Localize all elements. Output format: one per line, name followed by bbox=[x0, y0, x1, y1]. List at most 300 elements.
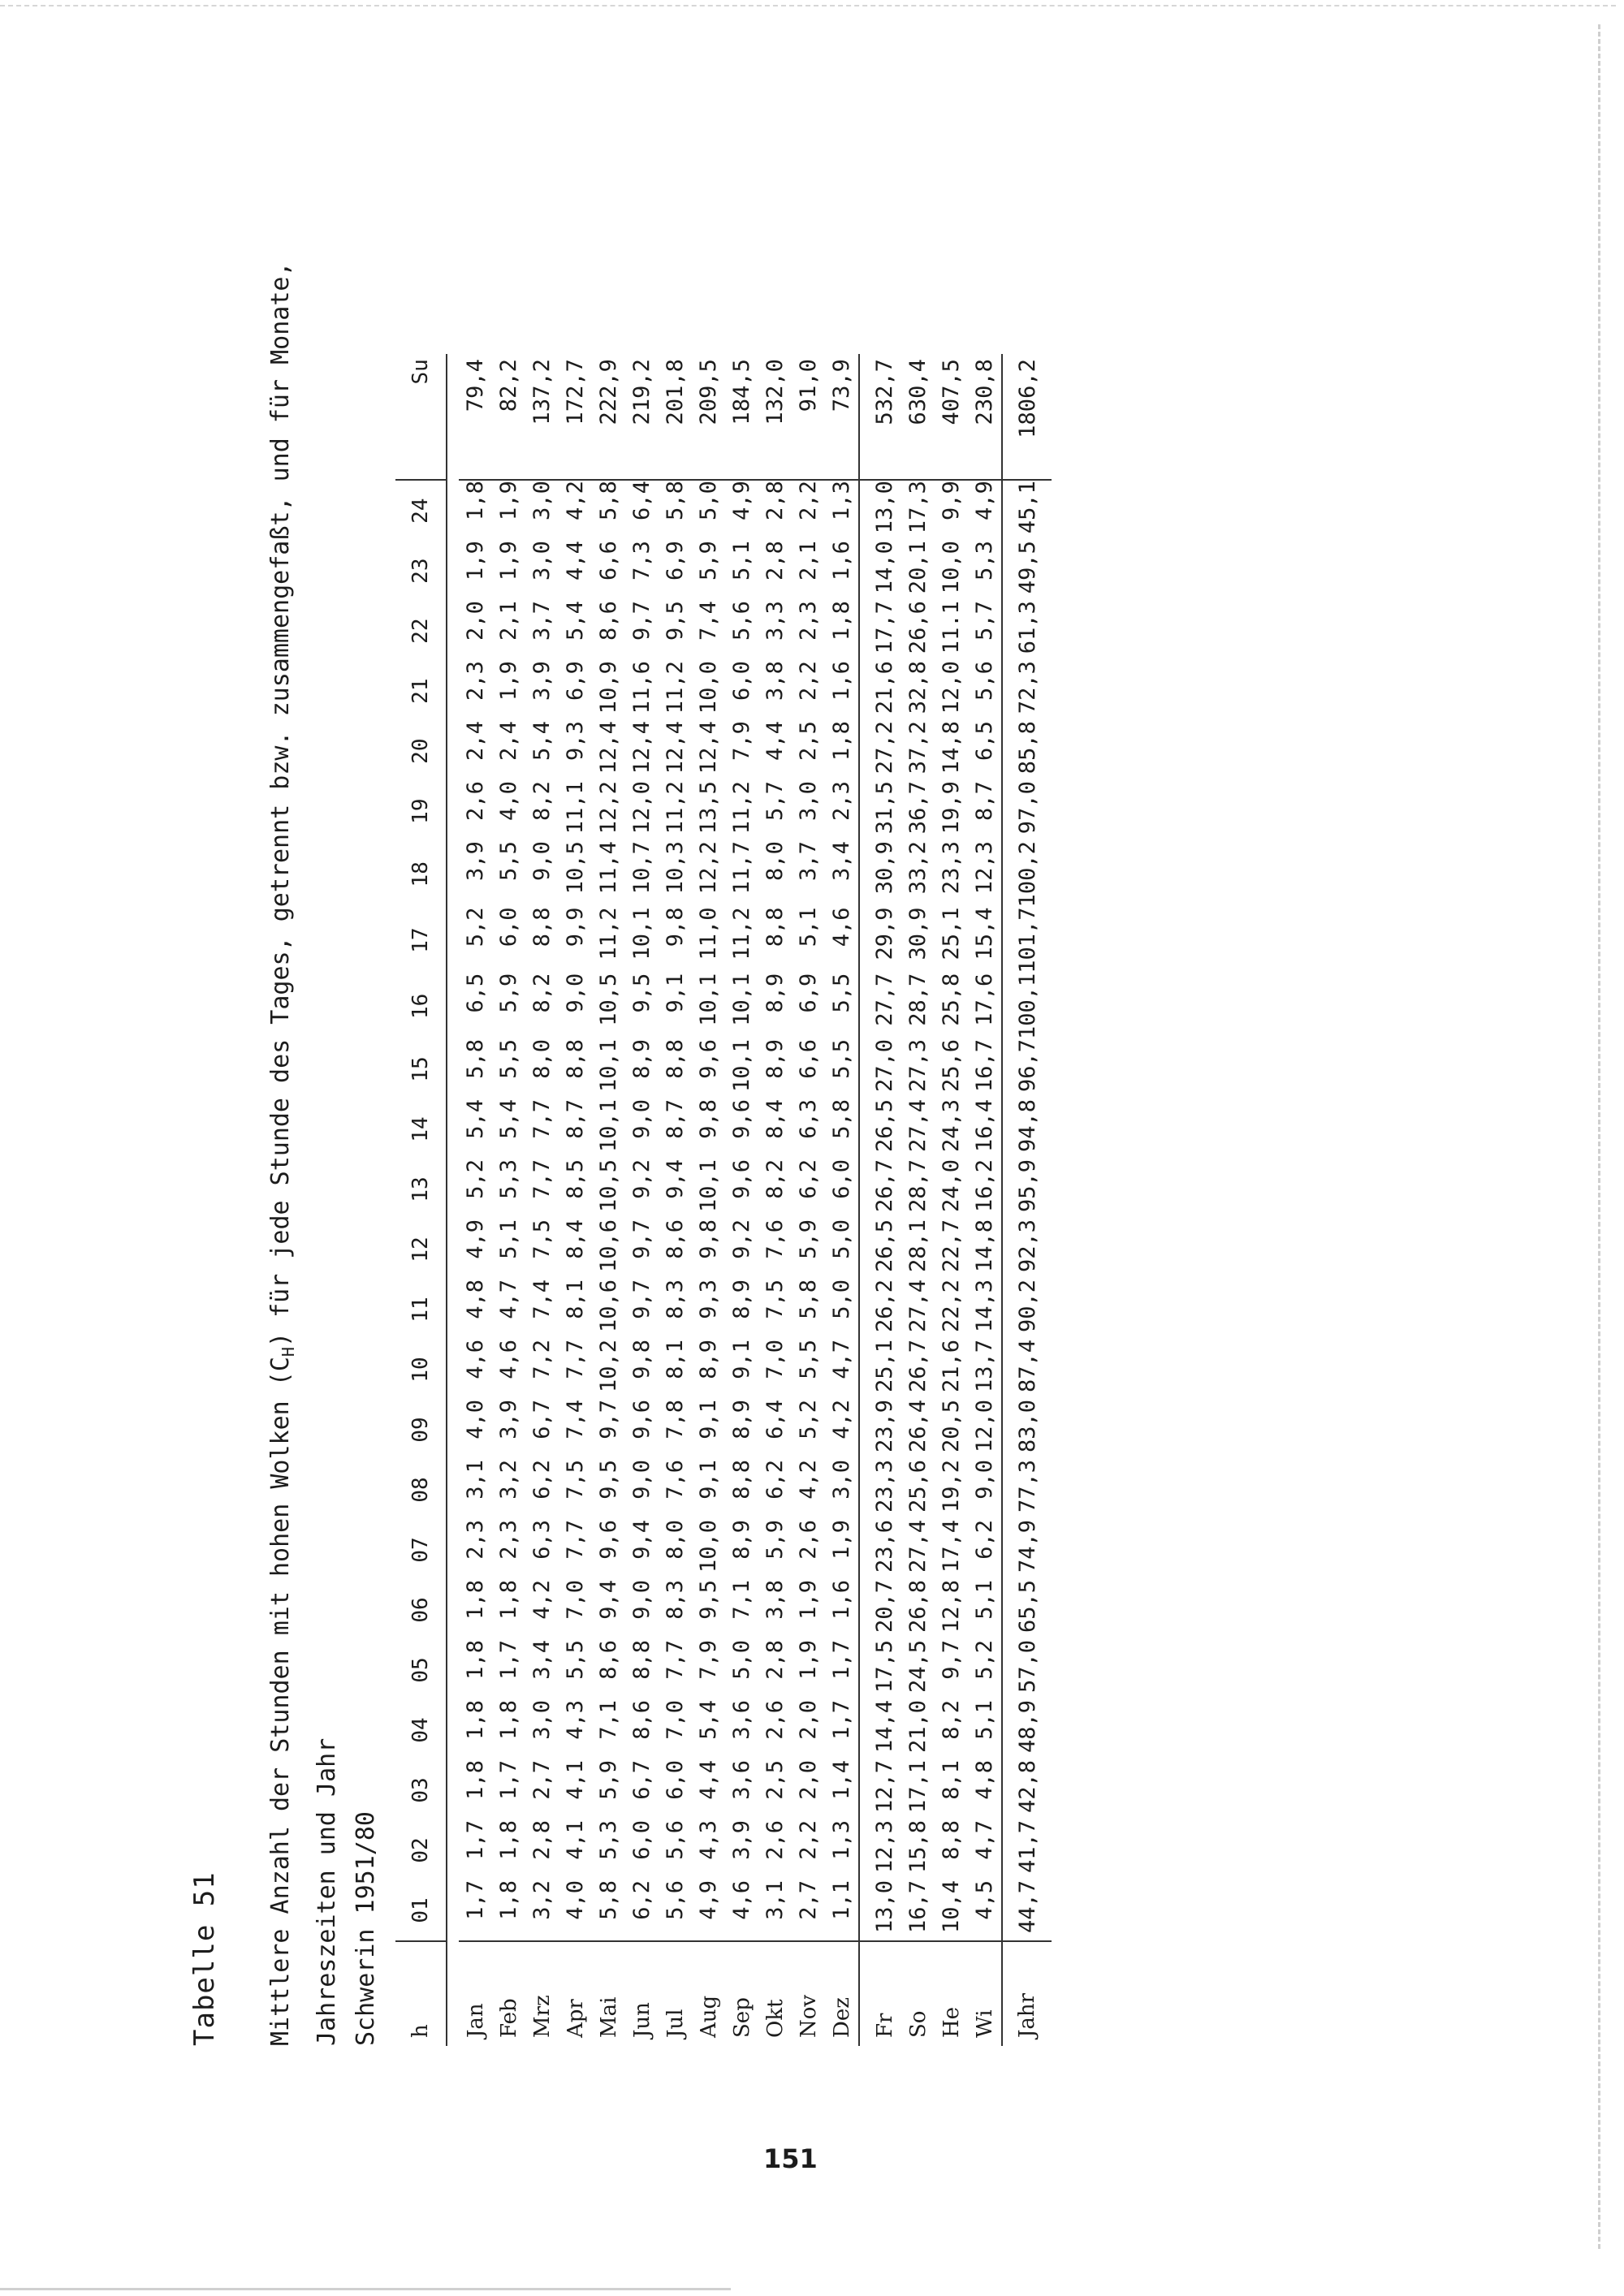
table-cell: 9,4 bbox=[629, 1520, 654, 1560]
table-cell: 5,3 bbox=[496, 1159, 521, 1199]
table-cell: 1,4 bbox=[829, 1760, 854, 1800]
scan-edge-top bbox=[0, 5, 1616, 6]
table-cell: 9,1 bbox=[729, 1340, 754, 1379]
table-cell: 2,7 bbox=[796, 1880, 821, 1920]
table-cell: 9,4 bbox=[663, 1159, 688, 1199]
table-row bbox=[625, 354, 659, 2046]
table-cell: 2,3 bbox=[796, 601, 821, 641]
table-cell: 6,0 bbox=[729, 661, 754, 701]
table-cell: 4,2 bbox=[529, 1580, 555, 1620]
table-cell: 20,1 bbox=[905, 541, 931, 594]
table-cell: 8,2 bbox=[529, 973, 555, 1013]
table-cell: 95,9 bbox=[1002, 1159, 1052, 1219]
column-header: 20 bbox=[395, 721, 447, 781]
table-cell: 27,7 bbox=[859, 973, 901, 1039]
table-row bbox=[792, 354, 825, 2046]
table-cell: 7,7 bbox=[529, 1099, 555, 1139]
table-cell: 5,1 bbox=[729, 541, 754, 580]
title-line-2: Jahreszeiten und Jahr bbox=[313, 1737, 341, 2046]
table-cell: 6,3 bbox=[796, 1099, 821, 1139]
table-cell: 8,9 bbox=[696, 1340, 721, 1379]
table-row bbox=[968, 354, 1002, 2046]
table-cell: 77,3 bbox=[1002, 1460, 1052, 1520]
table-cell: 9,7 bbox=[629, 1280, 654, 1319]
table-cell: 42,8 bbox=[1002, 1760, 1052, 1820]
table-row bbox=[692, 354, 725, 2046]
table-cell: 8,9 bbox=[729, 1280, 754, 1319]
row-label: Dez bbox=[825, 1941, 859, 2046]
table-cell: 5,0 bbox=[729, 1640, 754, 1680]
row-label: Aug bbox=[692, 1941, 725, 2046]
sum-cell: 82,2 bbox=[492, 354, 525, 480]
table-row bbox=[525, 354, 559, 2046]
table-cell: 1,7 bbox=[829, 1640, 854, 1680]
table-cell: 74,9 bbox=[1002, 1520, 1052, 1580]
table-cell: 9,6 bbox=[729, 1159, 754, 1199]
table-cell: 26,2 bbox=[859, 1280, 901, 1340]
table-cell: 5,8 bbox=[596, 1880, 621, 1920]
table-cell: 23,3 bbox=[939, 841, 964, 895]
table-cell: 94,8 bbox=[1002, 1099, 1052, 1159]
table-cell: 19,2 bbox=[939, 1460, 964, 1513]
table-cell: 7,5 bbox=[563, 1460, 588, 1500]
column-header: 16 bbox=[395, 973, 447, 1039]
table-cell: 3,9 bbox=[463, 841, 488, 881]
table-cell: 7,2 bbox=[529, 1340, 555, 1379]
row-label: Jan bbox=[459, 1941, 492, 2046]
table-cell: 27,4 bbox=[905, 1099, 931, 1153]
table-cell: 8,0 bbox=[529, 1039, 555, 1079]
table-cell: 12,4 bbox=[629, 721, 654, 775]
table-cell: 9,0 bbox=[972, 1460, 997, 1500]
table-cell: 1,8 bbox=[463, 481, 488, 520]
table-cell: 2,2 bbox=[796, 1820, 821, 1860]
table-cell: 101,7 bbox=[1002, 907, 1052, 973]
table-cell: 26,4 bbox=[905, 1400, 931, 1453]
table-cell: 9,1 bbox=[696, 1400, 721, 1439]
table-cell: 3,2 bbox=[496, 1460, 521, 1500]
sum-cell: 1806,2 bbox=[1002, 354, 1052, 480]
table-cell: 36,7 bbox=[905, 781, 931, 835]
table-cell: 12,0 bbox=[629, 781, 654, 835]
sum-cell: 184,5 bbox=[725, 354, 758, 480]
table-cell: 4,7 bbox=[496, 1280, 521, 1319]
table-cell: 7,1 bbox=[729, 1580, 754, 1620]
table-cell: 2,4 bbox=[463, 721, 488, 761]
sum-cell: 407,5 bbox=[935, 354, 968, 480]
table-cell: 2,3 bbox=[829, 781, 854, 821]
sum-cell: 73,9 bbox=[825, 354, 859, 480]
table-cell: 6,0 bbox=[629, 1820, 654, 1860]
table-cell: 2,3 bbox=[463, 1520, 488, 1560]
table-cell: 26,6 bbox=[905, 601, 931, 654]
table-cell: 5,2 bbox=[972, 1640, 997, 1680]
table-cell: 9,2 bbox=[729, 1219, 754, 1259]
table-cell: 5,6 bbox=[663, 1820, 688, 1860]
table-row bbox=[1002, 354, 1052, 2046]
table-cell: 5,4 bbox=[529, 721, 555, 761]
table-cell: 1,3 bbox=[829, 481, 854, 520]
column-header: 01 bbox=[395, 1880, 447, 1941]
table-cell: 25,1 bbox=[939, 907, 964, 960]
table-cell: 10,0 bbox=[696, 1520, 721, 1573]
table-cell: 100,2 bbox=[1002, 841, 1052, 907]
row-label: Wi bbox=[968, 1941, 1002, 2046]
table-cell: 6,0 bbox=[663, 1760, 688, 1800]
table-cell: 12,0 bbox=[939, 661, 964, 714]
table-cell: 25,1 bbox=[859, 1340, 901, 1400]
column-header: 03 bbox=[395, 1760, 447, 1820]
table-cell: 10,5 bbox=[596, 1159, 621, 1213]
table-cell: 7,9 bbox=[729, 721, 754, 761]
table-cell: 4,9 bbox=[463, 1219, 488, 1259]
table-cell: 17,6 bbox=[972, 973, 997, 1026]
table-cell: 4,0 bbox=[563, 1880, 588, 1920]
table-cell: 2,7 bbox=[529, 1760, 555, 1800]
table-cell: 2,2 bbox=[796, 661, 821, 701]
table-cell: 10,4 bbox=[939, 1880, 964, 1934]
table-cell: 6,7 bbox=[529, 1400, 555, 1439]
table-cell: 2,6 bbox=[463, 781, 488, 821]
table-cell: 5,3 bbox=[972, 541, 997, 580]
table-row bbox=[825, 354, 859, 2046]
sum-cell: 79,4 bbox=[459, 354, 492, 480]
table-cell: 25,6 bbox=[905, 1460, 931, 1513]
table-cell: 5,5 bbox=[496, 1039, 521, 1079]
table-cell: 8,7 bbox=[663, 1099, 688, 1139]
table-cell: 96,7 bbox=[1002, 1039, 1052, 1099]
table-cell: 8,9 bbox=[762, 1039, 788, 1079]
table-cell: 17,3 bbox=[905, 481, 931, 534]
table-cell: 4,2 bbox=[563, 481, 588, 520]
column-header: 02 bbox=[395, 1820, 447, 1880]
table-cell: 11,2 bbox=[596, 907, 621, 960]
table-cell: 8,8 bbox=[729, 1460, 754, 1500]
table-cell: 3,4 bbox=[529, 1640, 555, 1680]
table-cell: 6,4 bbox=[762, 1400, 788, 1439]
table-cell: 5,4 bbox=[696, 1700, 721, 1740]
table-cell: 8,5 bbox=[563, 1159, 588, 1199]
table-row bbox=[459, 354, 492, 2046]
table-cell: 5,2 bbox=[796, 1400, 821, 1439]
table-cell: 3,9 bbox=[496, 1400, 521, 1439]
table-cell: 32,8 bbox=[905, 661, 931, 714]
row-label: Mai bbox=[592, 1941, 625, 2046]
table-cell: 1,7 bbox=[496, 1760, 521, 1800]
table-cell: 8,8 bbox=[663, 1039, 688, 1079]
column-header: 12 bbox=[395, 1219, 447, 1280]
table-cell: 9,2 bbox=[629, 1159, 654, 1199]
table-cell: 4,8 bbox=[972, 1760, 997, 1800]
table-cell: 41,7 bbox=[1002, 1820, 1052, 1880]
table-cell: 25,6 bbox=[939, 1039, 964, 1093]
table-cell: 1,8 bbox=[829, 601, 854, 641]
table-cell: 9,8 bbox=[696, 1219, 721, 1259]
sum-cell: 201,8 bbox=[659, 354, 692, 480]
table-row bbox=[492, 354, 525, 2046]
table-cell: 7,7 bbox=[529, 1159, 555, 1199]
table-cell: 5,8 bbox=[796, 1280, 821, 1319]
table-cell: 12,4 bbox=[696, 721, 721, 775]
table-cell: 5,5 bbox=[796, 1340, 821, 1379]
table-cell: 1,8 bbox=[496, 1700, 521, 1740]
table-cell: 22,2 bbox=[939, 1280, 964, 1333]
table-cell: 28,7 bbox=[905, 1159, 931, 1213]
table-cell: 6,4 bbox=[629, 481, 654, 520]
table-cell: 7,0 bbox=[563, 1580, 588, 1620]
column-header: 18 bbox=[395, 841, 447, 907]
table-cell: 11,7 bbox=[729, 841, 754, 895]
table-cell: 97,0 bbox=[1002, 781, 1052, 841]
table-cell: 6,7 bbox=[629, 1760, 654, 1800]
table-cell: 5,0 bbox=[829, 1219, 854, 1259]
table-cell: 13,7 bbox=[972, 1340, 997, 1393]
table-cell: 3,9 bbox=[729, 1820, 754, 1860]
table-cell: 11,2 bbox=[663, 661, 688, 714]
table-cell: 1,9 bbox=[496, 481, 521, 520]
table-cell: 9,5 bbox=[596, 1460, 621, 1500]
table-cell: 8,6 bbox=[629, 1700, 654, 1740]
row-label: Jul bbox=[659, 1941, 692, 2046]
table-cell: 12,2 bbox=[696, 841, 721, 895]
table-cell: 26,8 bbox=[905, 1580, 931, 1634]
spacer-row bbox=[447, 354, 459, 2046]
table-cell: 7,3 bbox=[629, 541, 654, 580]
table-cell: 4,3 bbox=[563, 1700, 588, 1740]
row-label: Sep bbox=[725, 1941, 758, 2046]
table-cell: 5,8 bbox=[463, 1039, 488, 1079]
table-cell: 13,0 bbox=[859, 1880, 901, 1941]
table-cell: 6,3 bbox=[529, 1520, 555, 1560]
table-cell: 24,5 bbox=[905, 1640, 931, 1694]
table-cell: 2,2 bbox=[796, 481, 821, 520]
table-cell: 17,4 bbox=[939, 1520, 964, 1573]
table-cell: 10,7 bbox=[629, 841, 654, 895]
table-cell: 10,6 bbox=[596, 1219, 621, 1273]
table-cell: 5,5 bbox=[829, 973, 854, 1013]
table-cell: 33,2 bbox=[905, 841, 931, 895]
table-cell: 16,7 bbox=[905, 1880, 931, 1934]
row-label: Apr bbox=[559, 1941, 592, 2046]
table-cell: 4,1 bbox=[563, 1760, 588, 1800]
table-cell: 4,4 bbox=[762, 721, 788, 761]
table-cell: 10,6 bbox=[596, 1280, 621, 1333]
table-cell: 14,4 bbox=[859, 1700, 901, 1760]
table-cell: 2,8 bbox=[762, 1640, 788, 1680]
row-label: Jun bbox=[625, 1941, 659, 2046]
table-cell: 27,2 bbox=[859, 721, 901, 781]
table-cell: 4,6 bbox=[729, 1880, 754, 1920]
table-cell: 4,0 bbox=[463, 1400, 488, 1439]
table-cell: 92,3 bbox=[1002, 1219, 1052, 1280]
table-cell: 37,2 bbox=[905, 721, 931, 775]
table-cell: 26,7 bbox=[905, 1340, 931, 1393]
table-cell: 20,5 bbox=[939, 1400, 964, 1453]
table-cell: 4,8 bbox=[463, 1280, 488, 1319]
table-cell: 2,0 bbox=[463, 601, 488, 641]
table-cell: 8,2 bbox=[529, 781, 555, 821]
table-cell: 3,0 bbox=[796, 781, 821, 821]
table-cell: 3,0 bbox=[529, 481, 555, 520]
row-label: So bbox=[901, 1941, 935, 2046]
column-header: 13 bbox=[395, 1159, 447, 1219]
table-cell: 11,1 bbox=[563, 781, 588, 835]
table-cell: 8,8 bbox=[563, 1039, 588, 1079]
column-header: 04 bbox=[395, 1700, 447, 1760]
column-header: 17 bbox=[395, 907, 447, 973]
column-header: h bbox=[395, 1941, 447, 2046]
table-cell: 8,7 bbox=[972, 781, 997, 821]
table-cell: 1,9 bbox=[463, 541, 488, 580]
table-cell: 9,0 bbox=[629, 1580, 654, 1620]
table-cell: 1,8 bbox=[463, 1700, 488, 1740]
table-row bbox=[559, 354, 592, 2046]
table-cell: 5,4 bbox=[563, 601, 588, 641]
table-row bbox=[592, 354, 625, 2046]
table-cell: 28,7 bbox=[905, 973, 931, 1026]
table-cell: 5,6 bbox=[729, 601, 754, 641]
table-cell: 12,2 bbox=[596, 781, 621, 835]
table-cell: 7,5 bbox=[529, 1219, 555, 1259]
table-cell: 12,8 bbox=[939, 1580, 964, 1634]
table-cell: 11,4 bbox=[596, 841, 621, 895]
table-cell: 4,3 bbox=[696, 1820, 721, 1860]
table-cell: 2,0 bbox=[796, 1700, 821, 1740]
table-cell: 13,5 bbox=[696, 781, 721, 835]
table-cell: 11.1 bbox=[939, 601, 964, 654]
table-cell: 1,7 bbox=[829, 1700, 854, 1740]
table-cell: 5,0 bbox=[829, 1280, 854, 1319]
row-label: Okt bbox=[758, 1941, 792, 2046]
table-cell: 2,5 bbox=[762, 1760, 788, 1800]
column-header: 06 bbox=[395, 1580, 447, 1640]
table-cell: 3,0 bbox=[529, 541, 555, 580]
sum-cell: 209,5 bbox=[692, 354, 725, 480]
table-cell: 3,0 bbox=[529, 1700, 555, 1740]
table-cell: 10,1 bbox=[729, 1039, 754, 1093]
table-cell: 1,6 bbox=[829, 661, 854, 701]
table-cell: 2,5 bbox=[796, 721, 821, 761]
sum-cell: 91,0 bbox=[792, 354, 825, 480]
table-cell: 9,7 bbox=[596, 1400, 621, 1439]
table-cell: 9,7 bbox=[629, 601, 654, 641]
table-cell: 12,0 bbox=[972, 1400, 997, 1453]
table-cell: 17,7 bbox=[859, 601, 901, 661]
column-header: 10 bbox=[395, 1340, 447, 1400]
table-cell: 100,1 bbox=[1002, 973, 1052, 1039]
table-cell: 7,7 bbox=[563, 1520, 588, 1560]
table-cell: 28,1 bbox=[905, 1219, 931, 1273]
table-cell: 4,2 bbox=[796, 1460, 821, 1500]
table-cell: 7,7 bbox=[663, 1640, 688, 1680]
table-cell: 5,8 bbox=[829, 1099, 854, 1139]
table-cell: 9,3 bbox=[696, 1280, 721, 1319]
table-cell: 83,0 bbox=[1002, 1400, 1052, 1460]
table-cell: 15,8 bbox=[905, 1820, 931, 1874]
table-cell: 4,5 bbox=[972, 1880, 997, 1920]
table-cell: 11,2 bbox=[729, 781, 754, 835]
table-cell: 5,4 bbox=[496, 1099, 521, 1139]
table-cell: 23,9 bbox=[859, 1400, 901, 1460]
table-cell: 29,9 bbox=[859, 907, 901, 973]
table-cell: 14,3 bbox=[972, 1280, 997, 1333]
table-cell: 9,1 bbox=[696, 1460, 721, 1500]
table-cell: 6,5 bbox=[463, 973, 488, 1013]
table-row bbox=[725, 354, 758, 2046]
table-cell: 2,3 bbox=[463, 661, 488, 701]
table-cell: 12,3 bbox=[859, 1820, 901, 1880]
table-cell: 5,3 bbox=[596, 1820, 621, 1860]
table-cell: 12,4 bbox=[663, 721, 688, 775]
table-row bbox=[901, 354, 935, 2046]
table-cell: 9,7 bbox=[629, 1219, 654, 1259]
table-cell: 7,6 bbox=[762, 1219, 788, 1259]
table-cell: 24,0 bbox=[939, 1159, 964, 1213]
table-cell: 23,6 bbox=[859, 1520, 901, 1580]
scan-edge-bottom bbox=[0, 2288, 731, 2290]
table-cell: 48,9 bbox=[1002, 1700, 1052, 1760]
table-cell: 4,9 bbox=[972, 481, 997, 520]
table-cell: 9,3 bbox=[563, 721, 588, 761]
table-cell: 4,2 bbox=[829, 1400, 854, 1439]
table-cell: 12,7 bbox=[859, 1760, 901, 1820]
table-cell: 7,6 bbox=[663, 1460, 688, 1500]
table-cell: 15,4 bbox=[972, 907, 997, 960]
sum-cell: 132,0 bbox=[758, 354, 792, 480]
table-cell: 5,0 bbox=[696, 481, 721, 520]
table-cell: 9,1 bbox=[663, 973, 688, 1013]
column-header: 19 bbox=[395, 781, 447, 841]
table-cell: 9,0 bbox=[529, 841, 555, 881]
table-cell: 5,8 bbox=[663, 481, 688, 520]
table-cell: 10,0 bbox=[939, 541, 964, 594]
table-cell: 11,6 bbox=[629, 661, 654, 714]
table-cell: 19,9 bbox=[939, 781, 964, 835]
table-cell: 9,8 bbox=[629, 1340, 654, 1379]
table-cell: 1,8 bbox=[463, 1640, 488, 1680]
column-header: 08 bbox=[395, 1460, 447, 1520]
table-cell: 9,9 bbox=[939, 481, 964, 520]
table-cell: 6,9 bbox=[796, 973, 821, 1013]
table-cell: 31,5 bbox=[859, 781, 901, 841]
table-cell: 6,2 bbox=[796, 1159, 821, 1199]
table-cell: 44,7 bbox=[1002, 1880, 1052, 1941]
table-cell: 8,8 bbox=[629, 1640, 654, 1680]
row-label: Nov bbox=[792, 1941, 825, 2046]
cloud-hours-table bbox=[395, 354, 1052, 2046]
table-cell: 61,3 bbox=[1002, 601, 1052, 661]
sum-cell: 532,7 bbox=[859, 354, 901, 480]
table-cell: 9,7 bbox=[939, 1640, 964, 1680]
table-cell: 25,8 bbox=[939, 973, 964, 1026]
table-cell: 2,3 bbox=[496, 1520, 521, 1560]
table-cell: 13,0 bbox=[859, 480, 901, 541]
table-cell: 2,1 bbox=[496, 601, 521, 641]
table-cell: 1,8 bbox=[463, 1580, 488, 1620]
table-cell: 1,9 bbox=[829, 1520, 854, 1560]
table-cell: 9,6 bbox=[696, 1039, 721, 1079]
table-cell: 4,6 bbox=[496, 1340, 521, 1379]
table-cell: 8,4 bbox=[762, 1099, 788, 1139]
table-cell: 1,8 bbox=[463, 1760, 488, 1800]
table-cell: 6,6 bbox=[596, 541, 621, 580]
table-cell: 7,4 bbox=[529, 1280, 555, 1319]
column-header: 14 bbox=[395, 1099, 447, 1159]
table-cell: 8,1 bbox=[663, 1340, 688, 1379]
sum-cell: 219,2 bbox=[625, 354, 659, 480]
table-cell: 5,9 bbox=[762, 1520, 788, 1560]
table-cell: 9,8 bbox=[663, 907, 688, 947]
